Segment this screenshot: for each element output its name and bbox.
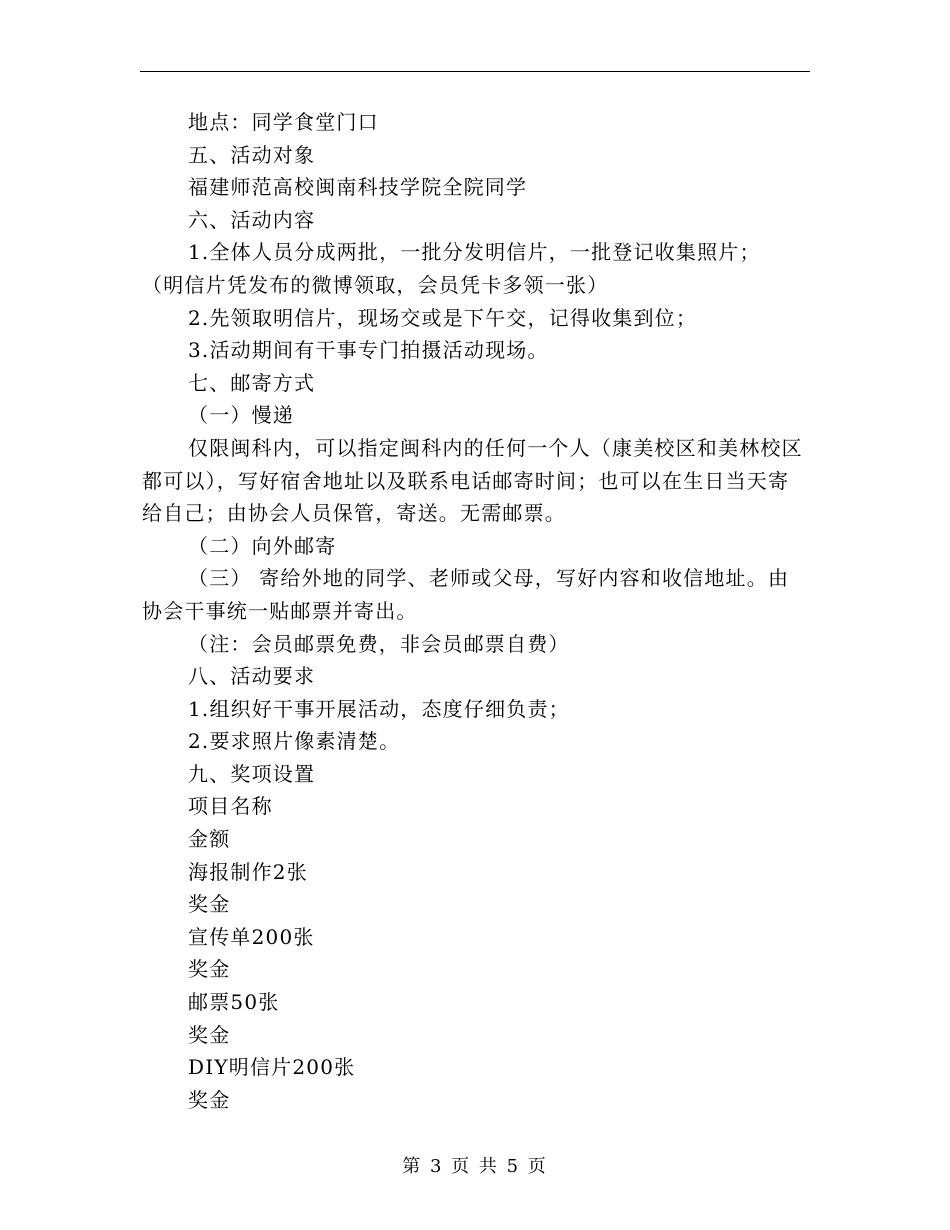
paragraph: 福建师范高校闽南科技学院全院同学 bbox=[188, 175, 528, 200]
section-heading: 五、活动对象 bbox=[188, 142, 316, 167]
header-rule bbox=[140, 71, 810, 72]
note: （注：会员邮票免费，非会员邮票自费） bbox=[188, 631, 570, 656]
page-footer bbox=[0, 1152, 950, 1178]
paragraph: （明信片凭发布的微博领取，会员凭卡多领一张） bbox=[142, 272, 609, 297]
table-cell: 海报制作2张 bbox=[188, 859, 308, 884]
table-cell: 宣传单200张 bbox=[188, 924, 315, 949]
table-cell: 项目名称 bbox=[188, 794, 273, 819]
list-item: 1.全体人员分成两批，一批分发明信片，一批登记收集照片； bbox=[188, 240, 761, 265]
list-item: 2.先领取明信片，现场交或是下午交，记得收集到位； bbox=[188, 305, 698, 330]
subsection-heading: （一）慢递 bbox=[188, 403, 294, 428]
list-item: 1.组织好干事开展活动，态度仔细负责； bbox=[188, 696, 570, 721]
section-heading: 七、邮寄方式 bbox=[188, 370, 316, 395]
table-cell: 奖金 bbox=[188, 957, 231, 982]
table-cell: 奖金 bbox=[188, 1022, 231, 1047]
section-heading: 六、活动内容 bbox=[188, 207, 316, 232]
paragraph: 地点：同学食堂门口 bbox=[188, 110, 379, 134]
page-number: 第 3 页 共 5 页 bbox=[402, 1156, 548, 1177]
table-cell: 奖金 bbox=[188, 1087, 231, 1112]
section-heading: 九、奖项设置 bbox=[188, 761, 316, 786]
paragraph: （三） 寄给外地的同学、老师或父母，写好内容和收信地址。由协会干事统一贴邮票并寄出。 bbox=[142, 566, 790, 623]
paragraph: 仅限闽科内，可以指定闽科内的任何一个人（康美校区和美林校区都可以），写好宿舍地址以及联系电话邮寄时间；也可以在生日当天寄给自己；由协会人员保管，寄送。无需邮票。 bbox=[142, 435, 803, 526]
section-heading: 八、活动要求 bbox=[188, 664, 316, 689]
subsection-heading: （二）向外邮寄 bbox=[188, 533, 337, 558]
table-cell: 金额 bbox=[188, 827, 231, 852]
list-item: 2.要求照片像素清楚。 bbox=[188, 729, 401, 754]
list-item: 3.活动期间有干事专门拍摄活动现场。 bbox=[188, 338, 549, 363]
table-cell: 邮票50张 bbox=[188, 990, 280, 1015]
document-body bbox=[142, 106, 808, 1116]
table-cell: DIY明信片200张 bbox=[188, 1055, 356, 1080]
table-cell: 奖金 bbox=[188, 892, 231, 917]
